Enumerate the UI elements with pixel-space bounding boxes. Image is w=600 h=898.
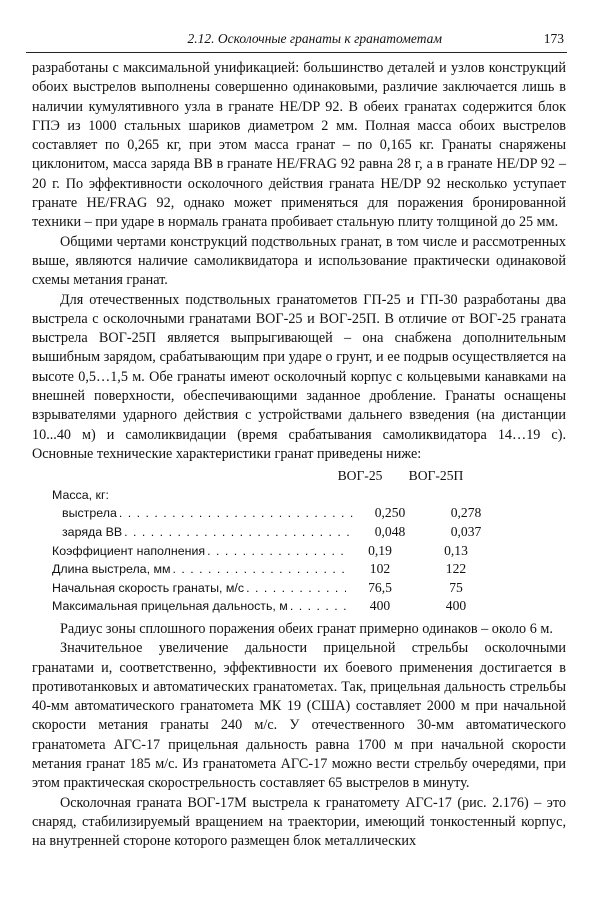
spec-label: заряда ВВ bbox=[62, 525, 123, 540]
paragraph: Осколочная граната ВОГ-17М выстрела к гранатомету АГС-17 (рис. 2.176) – это снаряд, стабилизируемый вращением на траектории, имеющий тонкостенный корпус, на внутренней стороне которого размещен блок металлических bbox=[32, 794, 566, 850]
spec-label: Начальная скорость гранаты, м/с bbox=[52, 580, 245, 595]
spec-value: 0,19 bbox=[368, 542, 392, 558]
leader-dots bbox=[173, 560, 347, 579]
spec-value: 0,278 bbox=[450, 505, 482, 521]
spec-row bbox=[32, 504, 566, 523]
spec-value: 0,13 bbox=[444, 542, 468, 558]
page-number: 173 bbox=[543, 31, 564, 46]
spec-row bbox=[32, 560, 566, 579]
spec-value: 400 bbox=[445, 598, 467, 614]
header-rule bbox=[26, 52, 567, 53]
paragraph: Значительное увеличение дальности прицельной стрельбы осколочными гранатами и, соответственно, эффективности их боевого применения достигается в противотанковых и автоматических гранатометах. Так, прицельная дальность стрельбы 40-мм автоматического гранатомета МК 19 (США) составляет 2000 м при начальной скорости метания гранаты 240 м/с. У отечественного 30-мм автоматического гранатомета АГС-17 прицельная дальность равна 1700 м при начальной скорости метания гранат 185 м/с. Из гранатомета АГС-17 можно вести стрельбу очередями, при этом практическая скорострельность составляет 65 выстрелов в минуту. bbox=[32, 640, 566, 792]
spec-row bbox=[32, 579, 566, 598]
leader-dots bbox=[246, 579, 346, 598]
spec-group-label: Масса, кг: bbox=[52, 487, 109, 502]
spec-label: Длина выстрела, мм bbox=[52, 562, 171, 577]
spec-label: Коэффициент наполнения bbox=[52, 543, 206, 558]
spec-table bbox=[32, 467, 566, 616]
spec-label: Максимальная прицельная дальность, м bbox=[52, 599, 288, 614]
paragraph: Общими чертами конструкций подствольных гранат, в том числе и рассмотренных выше, являются наличие самоликвидатора и использование практически одинаковой схемы метания гранат. bbox=[32, 233, 566, 289]
spec-row bbox=[32, 523, 566, 542]
spec-group-label-row bbox=[32, 486, 566, 505]
spec-value: 0,048 bbox=[374, 524, 406, 540]
paragraph: Для отечественных подствольных гранатометов ГП-25 и ГП-30 разработаны два выстрела с осколочными гранатами ВОГ-25 и ВОГ-25П. В отличие от ВОГ-25 граната выстрела ВОГ-25П является выпрыгивающей – она снабжена дополнительным вышибным зарядом, срабатывающим при ударе о грунт, и ее подрыв осуществляется на высоте 0,5…1,5 м. Обе гранаты имеют осколочный корпус с кольцевыми канавками на внешней поверхности, обеспечивающими заданное дробление. Гранаты оснащены взрывателями ударного действия с устройствами дальнего взведения (на дистанции 10...40 м) и самоликвидации (время срабатывания самоликвидатора 14…19 с). Основные технические характеристики гранат приведены ниже: bbox=[32, 291, 566, 462]
running-header bbox=[26, 31, 567, 51]
leader-dots bbox=[290, 597, 346, 616]
spec-label: выстрела bbox=[62, 506, 117, 521]
page-body bbox=[32, 59, 566, 852]
spec-value: 400 bbox=[369, 598, 391, 614]
spec-row bbox=[32, 542, 566, 561]
spec-value: 122 bbox=[445, 561, 467, 577]
spec-value: 0,037 bbox=[450, 524, 482, 540]
column-header: ВОГ-25П bbox=[408, 468, 464, 484]
spec-value: 102 bbox=[369, 561, 391, 577]
paragraph: Радиус зоны сплошного поражения обеих гранат примерно одинаков – около 6 м. bbox=[60, 620, 553, 637]
spec-value: 75 bbox=[449, 579, 463, 595]
leader-dots bbox=[207, 542, 346, 561]
spec-value: 0,250 bbox=[374, 505, 406, 521]
leader-dots bbox=[119, 504, 356, 523]
spec-value: 76,5 bbox=[368, 579, 392, 595]
paragraph: разработаны с максимальной унификацией: большинство деталей и узлов конструкций обоих выстрелов выполнены совершенно одинаковыми, различие заключается лишь в наличии кумулятивного узла в гранате HE/DP 92. В обеих гранатах содержится блок ГПЭ из 1000 стальных шариков диаметром 2 мм. Полная масса обоих выстрелов составляет по 0,265 кг, при этом масса гранат – по 0,165 кг. Гранаты снаряжены циклонитом, масса заряда ВВ в гранате HE/FRAG 92 равна 28 г, а в гранате HE/DP 92 – 20 г. По эффективности осколочного действия граната HE/DP 92 несколько уступает гранате HE/FRAG 92, однако может применяться для поражения бронированной техники – при ударе в нормаль граната пробивает стальную плиту толщиной до 25 мм. bbox=[32, 60, 566, 231]
column-header: ВОГ-25 bbox=[337, 468, 383, 484]
section-title: 2.12. Осколочные гранаты к гранатометам bbox=[187, 31, 442, 46]
spec-table-header bbox=[32, 467, 566, 486]
leader-dots bbox=[124, 523, 356, 542]
spec-row bbox=[32, 597, 566, 616]
